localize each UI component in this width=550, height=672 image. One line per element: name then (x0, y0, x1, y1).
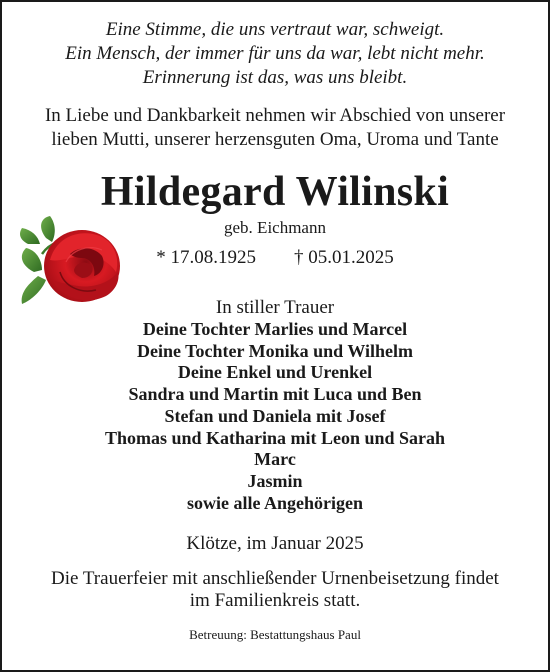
poem-line: Eine Stimme, die uns vertraut war, schweigt. (105, 19, 445, 40)
death-date: † 05.01.2025 (294, 247, 394, 268)
funeral-notice (2, 568, 548, 612)
mourner-line: Sandra und Martin mit Luca und Ben (128, 384, 422, 405)
poem-line: Erinnerung ist das, was uns bleibt. (142, 67, 408, 88)
place-date: Klötze, im Januar 2025 (186, 533, 364, 554)
intro-text (2, 104, 548, 152)
notice-line: im Familienkreis statt. (189, 590, 361, 611)
mourner-line: Jasmin (247, 470, 303, 491)
mourner-line: Deine Tochter Marlies und Marcel (142, 319, 408, 339)
mourner-line: Thomas und Katharina mit Leon und Sarah (104, 427, 446, 448)
funeral-home-credit: Betreuung: Bestattungshaus Paul (189, 627, 361, 642)
mourner-line: Stefan und Daniela mit Josef (164, 405, 386, 426)
deceased-name: Hildegard Wilinski (100, 169, 450, 215)
mourners-heading: In stiller Trauer (215, 297, 335, 318)
maiden-name: geb. Eichmann (224, 218, 326, 237)
mourner-line: Deine Enkel und Urenkel (177, 362, 373, 383)
poem-line: Ein Mensch, der immer für uns da war, lebt nicht mehr. (65, 43, 485, 64)
intro-line: In Liebe und Dankbarkeit nehmen wir Abschied von unserer (44, 105, 506, 126)
notice-line: Die Trauerfeier mit anschließender Urnenbeisetzung findet (51, 568, 499, 589)
mourners-list (2, 319, 548, 514)
mourner-line: Deine Tochter Monika und Wilhelm (136, 340, 414, 361)
intro-line: lieben Mutti, unserer herzensguten Oma, Uroma und Tante (51, 129, 499, 150)
mourner-line: sowie alle Angehörigen (187, 492, 363, 513)
mourner-line: Marc (254, 449, 296, 470)
birth-date: * 17.08.1925 (156, 247, 256, 268)
poem (2, 18, 548, 90)
